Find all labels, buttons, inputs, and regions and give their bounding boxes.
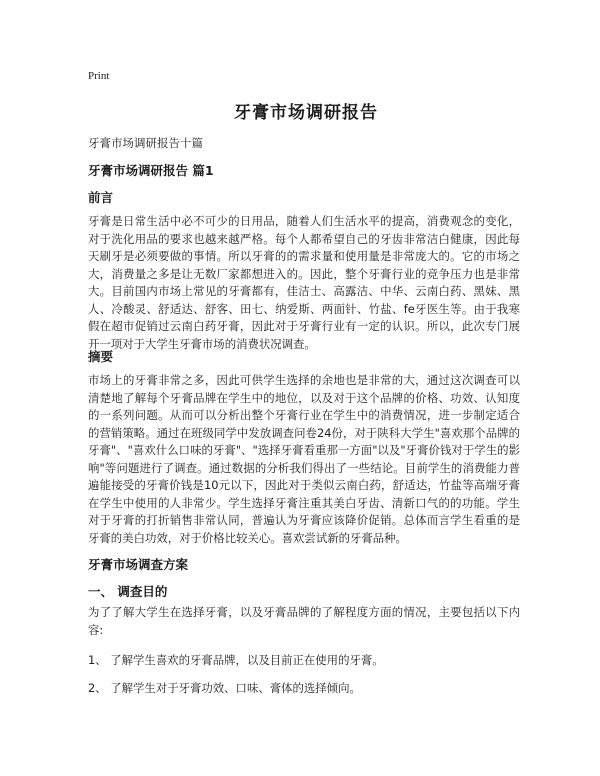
abstract-paragraph: 市场上的牙膏非常之多，因此可供学生选择的余地也是非常的大，通过这次调查可以清楚地了解每个牙膏品牌在学生中的地位，以及对于这个品牌的价格、功效、认知度的一系列问题。从而可以分析出整个牙膏行业在学生中的消费情况，进一步制定适合的营销策略。通过在班级同学中发放调查问卷24份，对于陕科大学生"喜欢那个品牌的牙膏"、"喜欢什么口味的牙膏"、"选择牙膏看重那一方面"以及"牙膏价钱对于学生的影响"等问题进行了调查。通过数据的分析我们得出了一些结论。目前学生的消费能力普遍能接受的牙膏价钱是10元以下，因此对于类似云南白药，舒适达，竹盐等高端牙膏在学生中使用的人非常少。学生选择牙膏注重其美白牙齿、清新口气的的功能。学生对于牙膏的打折销售非常认同，普遍认为牙膏应该降价促销。总体而言学生看重的是牙膏的美白功效，对于价格比较关心。喜欢尝试新的牙膏品种。 [88, 373, 520, 545]
preface-heading: 前言 [88, 190, 114, 205]
article-title: 牙膏市场调研报告 篇1 [88, 163, 214, 178]
preface-paragraph: 牙膏是日常生活中必不可少的日用品，随着人们生活水平的提高，消费观念的变化，对于洗化用品的要求也越来越严格。每个人都希望自己的牙齿非常洁白健康，因此每天刷牙是必须要做的事情。所以牙膏的的需求量和使用量是非常庞大的。它的市场之大，消费量之多是让无数厂家都想进入的。因此，整个牙膏行业的竞争压力也是非常大。目前国内市场上常见的牙膏都有，佳洁士、高露洁、中华、云南白药、黑妹、黑人、冷酸灵、舒适达、舒客、田七、纳爱斯、两面针、竹盐、fe牙医生等。由于我寒假在超市促销过云南白药牙膏，因此对于牙膏行业有一定的认识。所以，此次专门展开一项对于大学生牙膏市场的消费状况调查。 [88, 214, 520, 351]
objective-item-1: 1、 了解学生喜欢的牙膏品牌，以及目前正在使用的牙膏。 [88, 653, 384, 667]
objective-heading: 一、 调查目的 [88, 584, 168, 599]
print-label: Print [88, 70, 110, 82]
objective-intro: 为了了解大学生在选择牙膏，以及牙膏品牌的了解程度方面的情况，主要包括以下内容: [88, 605, 520, 637]
plan-heading: 牙膏市场调查方案 [88, 557, 189, 572]
objective-item-2: 2、 了解学生对于牙膏功效、口味、膏体的选择倾向。 [88, 681, 361, 695]
document-subtitle: 牙膏市场调研报告十篇 [88, 136, 203, 150]
page-title: 牙膏市场调研报告 [234, 103, 378, 123]
abstract-heading: 摘要 [88, 349, 114, 364]
